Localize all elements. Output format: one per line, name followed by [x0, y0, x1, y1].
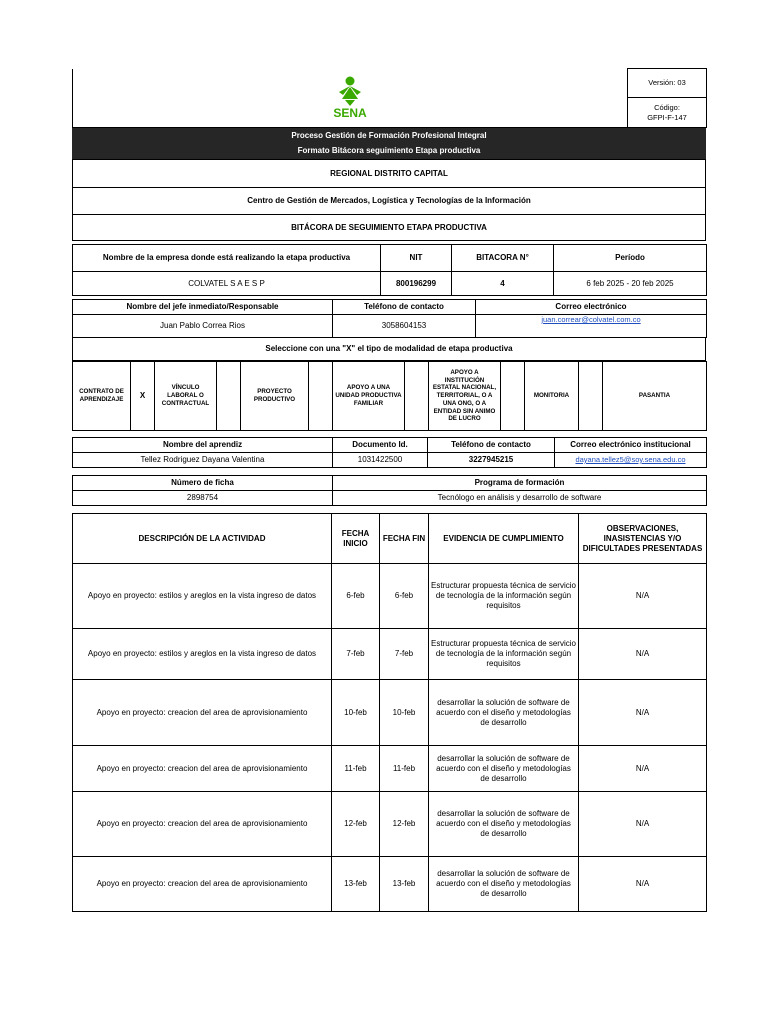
- period-label: Período: [554, 245, 707, 272]
- modality-option-mark[interactable]: [501, 362, 525, 431]
- regional-title: REGIONAL DISTRITO CAPITAL: [73, 160, 706, 188]
- start-date: 6-feb: [332, 564, 380, 629]
- company-name: COLVATEL S A E S P: [73, 272, 381, 296]
- apprentice-doc: 1031422500: [333, 453, 428, 468]
- modality-option-label: APOYO A INSTITUCIÓN ESTATAL NACIONAL, TERRITORIAL, O A UNA ONG, O A ENTIDAD SIN ANIMO DE LUCRO: [429, 362, 501, 431]
- apprentice-name-label: Nombre del aprendiz: [73, 438, 333, 453]
- sena-logo-icon: [325, 75, 375, 121]
- observations: N/A: [579, 792, 707, 857]
- modality-option-mark[interactable]: [405, 362, 429, 431]
- activity-description: Apoyo en proyecto: creacion del area de aprovisionamiento: [73, 746, 332, 792]
- start-date: 12-feb: [332, 792, 380, 857]
- modality-option-label: VÍNCULO LABORAL O CONTRACTUAL: [155, 362, 217, 431]
- table-row: [73, 629, 707, 680]
- code-value: GFPI-F-147: [647, 112, 687, 122]
- modality-option-label: PASANTIA: [603, 362, 707, 431]
- center-title: Centro de Gestión de Mercados, Logística y Tecnologías de la Información: [73, 188, 706, 215]
- end-date: 12-feb: [380, 792, 429, 857]
- supervisor-name: Juan Pablo Correa Rios: [73, 315, 333, 338]
- end-date: 13-feb: [380, 857, 429, 912]
- modality-option-label: PROYECTO PRODUCTIVO: [241, 362, 309, 431]
- modality-option-mark[interactable]: X: [131, 362, 155, 431]
- observations: N/A: [579, 746, 707, 792]
- table-row: [73, 857, 707, 912]
- evidence: desarrollar la solución de software de acuerdo con el diseño y metodologías de desarrollo: [429, 857, 579, 912]
- start-date-header: FECHA INICIO: [332, 514, 380, 564]
- activity-description: Apoyo en proyecto: estilos y areglos en la vista ingreso de datos: [73, 564, 332, 629]
- bitacora-number: 4: [452, 272, 554, 296]
- apprentice-email-label: Correo electrónico institucional: [555, 438, 707, 453]
- modality-option-mark[interactable]: [309, 362, 333, 431]
- end-date: 10-feb: [380, 680, 429, 746]
- program-label: Programa de formación: [333, 476, 707, 491]
- modality-option-label: APOYO A UNA UNIDAD PRODUCTIVA FAMILIAR: [333, 362, 405, 431]
- end-date: 7-feb: [380, 629, 429, 680]
- evidence: desarrollar la solución de software de acuerdo con el diseño y metodologías de desarrollo: [429, 746, 579, 792]
- apprentice-doc-label: Documento Id.: [333, 438, 428, 453]
- process-title: Proceso Gestión de Formación Profesional Integral: [73, 129, 706, 144]
- format-title: Formato Bitácora seguimiento Etapa productiva: [73, 144, 706, 159]
- ficha-label: Número de ficha: [73, 476, 333, 491]
- program-section: [72, 475, 706, 506]
- observations: N/A: [579, 629, 707, 680]
- end-date: 6-feb: [380, 564, 429, 629]
- evidence: Estructurar propuesta técnica de servicio de tecnología de la información según requisitos: [429, 629, 579, 680]
- activity-description: Apoyo en proyecto: estilos y areglos en la vista ingreso de datos: [73, 629, 332, 680]
- activity-description: Apoyo en proyecto: creacion del area de aprovisionamiento: [73, 857, 332, 912]
- start-date: 13-feb: [332, 857, 380, 912]
- evidence: desarrollar la solución de software de acuerdo con el diseño y metodologías de desarrollo: [429, 792, 579, 857]
- end-date: 11-feb: [380, 746, 429, 792]
- supervisor-phone: 3058604153: [333, 315, 476, 338]
- period-value: 6 feb 2025 - 20 feb 2025: [554, 272, 707, 296]
- apprentice-phone: 3227945215: [428, 453, 555, 468]
- company-section: [72, 244, 706, 296]
- code-label: Código:: [654, 103, 680, 113]
- observations: N/A: [579, 857, 707, 912]
- table-row: [73, 746, 707, 792]
- apprentice-email-cell: [555, 453, 707, 468]
- observations: N/A: [579, 680, 707, 746]
- table-row: [73, 564, 707, 629]
- supervisor-section: [72, 299, 706, 338]
- document-header: [72, 68, 706, 241]
- end-date-header: FECHA FIN: [380, 514, 429, 564]
- bitacora-label: BITACORA N°: [452, 245, 554, 272]
- activity-description: Apoyo en proyecto: creacion del area de aprovisionamiento: [73, 792, 332, 857]
- supervisor-phone-label: Teléfono de contacto: [333, 300, 476, 315]
- table-row: [73, 680, 707, 746]
- activities-table: [72, 513, 706, 912]
- evidence-header: EVIDENCIA DE CUMPLIMIENTO: [429, 514, 579, 564]
- modality-option-label: CONTRATO DE APRENDIZAJE: [73, 362, 131, 431]
- evidence: Estructurar propuesta técnica de servicio de tecnología de la información según requisitos: [429, 564, 579, 629]
- supervisor-email-label: Correo electrónico: [476, 300, 707, 315]
- code-cell: [628, 98, 707, 128]
- start-date: 7-feb: [332, 629, 380, 680]
- supervisor-email-cell: [476, 315, 707, 338]
- program-name: Tecnólogo en análisis y desarrollo de software: [333, 491, 707, 506]
- apprentice-phone-label: Teléfono de contacto: [428, 438, 555, 453]
- modality-option-mark[interactable]: [579, 362, 603, 431]
- nit-value: 800196299: [381, 272, 452, 296]
- company-name-label: Nombre de la empresa donde está realizando la etapa productiva: [73, 245, 381, 272]
- observations-header: OBSERVACIONES, INASISTENCIAS Y/O DIFICULTADES PRESENTADAS: [579, 514, 707, 564]
- evidence: desarrollar la solución de software de acuerdo con el diseño y metodologías de desarrollo: [429, 680, 579, 746]
- svg-text:SENA: SENA: [333, 105, 367, 120]
- table-row: [73, 792, 707, 857]
- modality-section: [72, 337, 706, 431]
- start-date: 10-feb: [332, 680, 380, 746]
- apprentice-email-link[interactable]: dayana.tellez5@soy.sena.edu.co: [575, 455, 686, 464]
- start-date: 11-feb: [332, 746, 380, 792]
- apprentice-section: [72, 437, 706, 468]
- nit-label: NIT: [381, 245, 452, 272]
- supervisor-email-link[interactable]: juan.correar@colvatel.com.co: [541, 315, 641, 324]
- observations: N/A: [579, 564, 707, 629]
- ficha-number: 2898754: [73, 491, 333, 506]
- supervisor-name-label: Nombre del jefe inmediato/Responsable: [73, 300, 333, 315]
- version-label: Versión: 03: [628, 69, 707, 98]
- modality-option-mark[interactable]: [217, 362, 241, 431]
- activity-header: DESCRIPCIÓN DE LA ACTIVIDAD: [73, 514, 332, 564]
- modality-title: Seleccione con una "X" el tipo de modalidad de etapa productiva: [73, 338, 706, 361]
- apprentice-name: Tellez Rodriguez Dayana Valentina: [73, 453, 333, 468]
- log-title: BITÁCORA DE SEGUIMIENTO ETAPA PRODUCTIVA: [73, 215, 706, 241]
- activity-description: Apoyo en proyecto: creacion del area de aprovisionamiento: [73, 680, 332, 746]
- modality-option-label: MONITORIA: [525, 362, 579, 431]
- logo-cell: [73, 69, 628, 128]
